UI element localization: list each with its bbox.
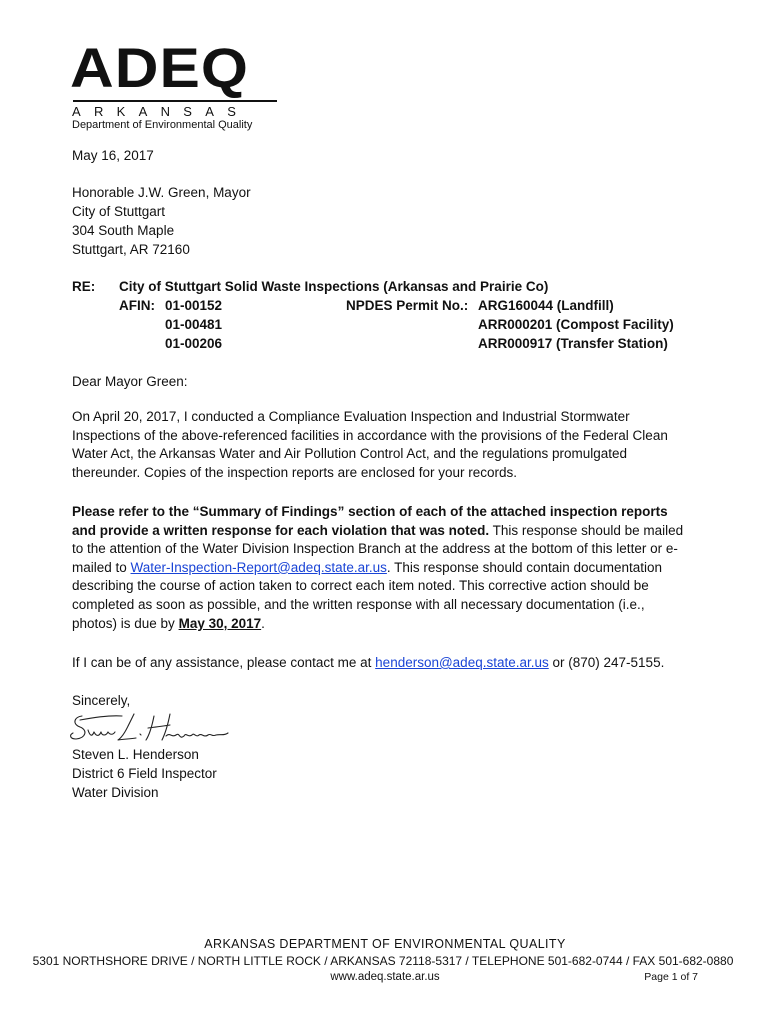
page-number: Page 1 of 7 [644,971,698,983]
afin-number: 01-00152 [165,298,223,313]
signature-text: Steven L. Henderson [66,708,76,709]
paragraph-text: If I can be of any assistance, please contact me at [72,655,376,670]
footer-website: www.adeq.state.ar.us [330,971,440,983]
permit-number: ARR000917 (Transfer Station) [478,336,668,351]
findings-request: Please refer to the “Summary of Findings” section of each of the attached inspection reports and provide a written response for each violation that was noted. [72,504,668,538]
logo-state: ARKANSAS [72,104,250,119]
signer-division: Water Division [72,785,159,800]
afin-number: 01-00481 [165,317,223,332]
paragraph-text: . This response should contain documentation describing the course of action taken to correct each item noted. This corrective action should be completed as soon as possible, and the written response with all necessary documentation (i.e., photos) is due by [72,559,663,631]
npdes-label: NPDES Permit No.: [346,298,469,313]
body-paragraph-3 [72,654,692,673]
salutation: Dear Mayor Green: [72,374,188,389]
recipient-line: City of Stuttgart [72,204,166,219]
recipient-line: Honorable J.W. Green, Mayor [72,185,251,200]
inspector-email-link[interactable]: henderson@adeq.state.ar.us [375,655,549,670]
due-date: May 30, 2017 [178,615,262,631]
signer-title: District 6 Field Inspector [72,766,217,781]
recipient-line: Stuttgart, AR 72160 [72,242,190,257]
permit-number: ARR000201 (Compost Facility) [478,317,674,332]
afin-number: 01-00206 [165,336,223,351]
closing: Sincerely, [72,693,131,708]
logo-wordmark: ADEQ [70,36,250,99]
footer-agency: ARKANSAS DEPARTMENT OF ENVIRONMENTAL QUALITY [204,937,566,951]
re-label: RE: [72,279,96,294]
recipient-line: 304 South Maple [72,223,175,238]
adeq-logo [70,38,280,130]
re-subject: City of Stuttgart Solid Waste Inspections (Arkansas and Prairie Co) [119,279,549,294]
body-paragraph-2 [72,503,692,633]
paragraph-text: This response should be mailed to the attention of the Water Division Inspection Branch at the address at the bottom of this letter or e-mailed to [72,522,684,575]
handwritten-signature [66,708,231,748]
inspection-report-email-link[interactable]: Water-Inspection-Report@adeq.state.ar.us [130,559,387,575]
signer-name: Steven L. Henderson [72,747,199,762]
body-paragraph-1: On April 20, 2017, I conducted a Compliance Evaluation Inspection and Industrial Stormwater Inspections of the above-referenced facilities in accordance with the provisions of the Federal Clean Water Act, the Arkansas Water and Air Pollution Control Act, and the regulations promulgated thereunder. Copies of the inspection reports are enclosed for your records. [72,409,668,480]
paragraph-text: . [261,615,265,631]
afin-label: AFIN: [119,298,155,313]
logo-rule [73,100,277,102]
footer-address: 5301 NORTHSHORE DRIVE / NORTH LITTLE ROCK / ARKANSAS 72118-5317 / TELEPHONE 501-682-0744 / FAX 501-682-0880 [32,954,734,968]
permit-number: ARG160044 (Landfill) [478,298,614,313]
paragraph-text: or (870) 247-5155. [548,655,665,670]
logo-department: Department of Environmental Quality [72,119,253,131]
letter-date: May 16, 2017 [72,148,154,163]
